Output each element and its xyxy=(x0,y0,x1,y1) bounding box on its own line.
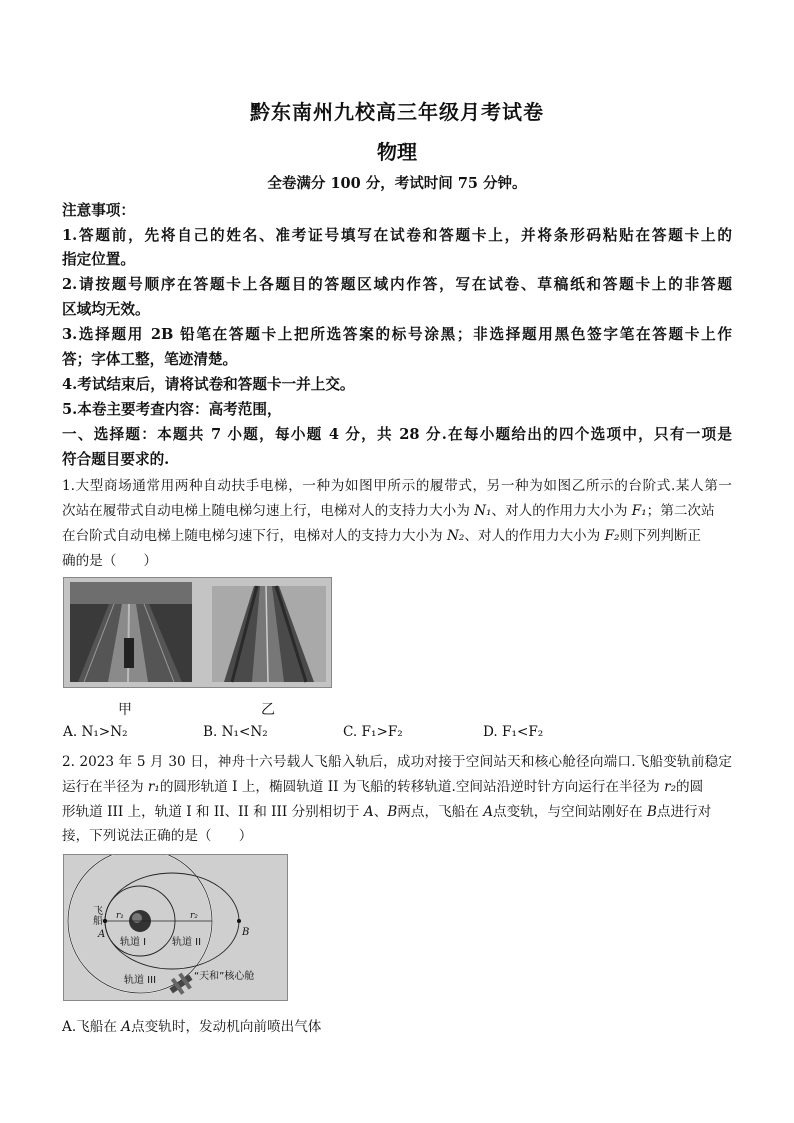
section-heading: 一、选择题：本题共 7 小题，每小题 4 分，共 28 分.在每小题给出的四个选项中，只有一项是 xyxy=(62,426,732,443)
photo-jia xyxy=(70,582,192,682)
q2-stem: 接，下列说法正确的是（ ） xyxy=(62,828,253,844)
q1-option-d[interactable]: D. F₁<F₂ xyxy=(483,724,544,740)
note-line: 答；字体工整，笔迹清楚。 xyxy=(62,351,238,368)
q1-stem: 在台阶式自动电梯上随电梯匀速下行，电梯对人的支持力大小为 N₂、对人的作用力大小为 F₂则下列判断正 xyxy=(62,528,702,544)
q2-stem: 2. 2023 年 5 月 30 日，神舟十六号载人飞船入轨后，成功对接于空间站天和核心舱径向端口.飞船变轨前稳定 xyxy=(62,754,732,770)
exam-title: 黔东南州九校高三年级月考试卷 xyxy=(250,100,544,124)
section-heading-cont: 符合题目要求的. xyxy=(62,451,170,468)
label-r2: r₂ xyxy=(190,911,198,921)
note-line: 4.考试结束后，请将试卷和答题卡一并上交。 xyxy=(62,376,355,393)
note-line: 区域均无效。 xyxy=(62,301,150,318)
label-orbit-1: 轨道 I xyxy=(120,937,147,948)
q2-stem: 运行在半径为 r₁的圆形轨道 I 上，椭圆轨道 II 为飞船的转移轨道.空间站沿逆时针方向运行在半径为 r₂的圆 xyxy=(62,779,704,795)
escalator-figure xyxy=(63,577,332,688)
label-b: B xyxy=(242,927,250,938)
fig-label-jia: 甲 xyxy=(118,702,132,718)
label-orbit-2: 轨道 II xyxy=(172,937,202,948)
note-line: 5.本卷主要考查内容：高考范围， xyxy=(62,401,282,418)
ship-label: 飞船 xyxy=(90,905,102,925)
orbit-figure xyxy=(63,854,288,1001)
note-line: 指定位置。 xyxy=(62,251,135,268)
note-line: 3.选择题用 2B 铅笔在答题卡上把所选答案的标号涂黑；非选择题用黑色签字笔在答题卡上作 xyxy=(62,326,732,343)
label-orbit-3: 轨道 III xyxy=(124,975,157,986)
q1-stem: 确的是（ ） xyxy=(62,553,158,569)
photo-yi xyxy=(212,586,326,682)
exam-info: 全卷满分 100 分，考试时间 75 分钟。 xyxy=(267,175,527,192)
label-a: A xyxy=(98,929,106,940)
point-a xyxy=(103,919,107,923)
point-b xyxy=(237,919,241,923)
note-line: 2.请按题号顺序在答题卡上各题目的答题区域内作答，写在试卷、草稿纸和答题卡上的非答题 xyxy=(62,276,732,293)
note-line: 1.答题前，先将自己的姓名、准考证号填写在试卷和答题卡上，并将条形码粘贴在答题卡上的 xyxy=(62,227,732,244)
q1-option-b[interactable]: B. N₁<N₂ xyxy=(203,724,268,740)
escalator-photos xyxy=(64,578,331,687)
orbit-diagram xyxy=(64,855,287,1000)
label-station: “天和”核心舱 xyxy=(194,971,255,982)
q2-stem: 形轨道 III 上，轨道 I 和 II、II 和 III 分别相切于 A、B两点，飞船在 A点变轨，与空间站刚好在 B点进行对 xyxy=(62,804,712,820)
q1-option-a[interactable]: A. N₁>N₂ xyxy=(63,724,128,740)
q1-option-c[interactable]: C. F₁>F₂ xyxy=(343,724,403,740)
notes-heading: 注意事项： xyxy=(62,202,135,219)
q2-option-a[interactable]: A.飞船在 A点变轨时，发动机向前喷出气体 xyxy=(62,1019,322,1035)
subject-title: 物理 xyxy=(377,140,417,164)
q1-stem: 次站在履带式自动电梯上随电梯匀速上行，电梯对人的支持力大小为 N₁、对人的作用力大小为 F₁；第二次站 xyxy=(62,503,715,519)
label-r1: r₁ xyxy=(116,911,124,921)
q1-stem: 1.大型商场通常用两种自动扶手电梯，一种为如图甲所示的履带式，另一种为如图乙所示的台阶式.某人第一 xyxy=(62,478,732,494)
fig-label-yi: 乙 xyxy=(261,702,275,718)
